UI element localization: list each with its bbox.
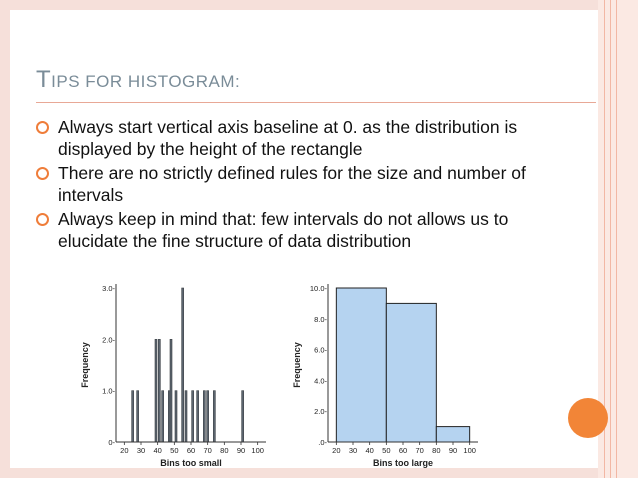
x-tick-label: 90 <box>236 446 246 455</box>
y-tick-label: 6.0- <box>314 345 327 355</box>
x-tick-label: 60 <box>398 446 408 455</box>
x-tick-label: 30 <box>136 446 146 455</box>
histogram-bar <box>137 391 139 442</box>
x-tick-label: 80 <box>220 446 229 455</box>
slide-border-left <box>0 0 10 478</box>
x-tick-label: 60 <box>186 446 196 455</box>
slide-title: TIPS FOR HISTOGRAM: <box>36 66 241 93</box>
y-tick-label: .0- <box>318 438 327 447</box>
histogram-bar <box>155 339 157 442</box>
bullet-ring-icon <box>36 121 49 134</box>
decor-line <box>610 0 611 478</box>
slide-border-top <box>0 0 638 10</box>
bullet-ring-icon <box>36 167 49 180</box>
y-tick-label: 1.0- <box>102 386 115 396</box>
x-tick-label: 50 <box>382 446 391 455</box>
y-tick-label: 3.0- <box>102 284 115 293</box>
histogram-bar <box>132 391 134 442</box>
x-tick-label: 40 <box>153 446 162 455</box>
accent-circle <box>568 398 608 438</box>
title-underline <box>36 102 596 103</box>
decor-line <box>616 0 617 478</box>
histogram-bar <box>207 391 209 442</box>
y-tick-label: 8.0- <box>314 314 327 324</box>
histogram-bar <box>336 288 386 442</box>
y-tick-label: 10.0- <box>309 284 327 293</box>
y-axis-label: Frequency <box>80 342 90 388</box>
x-tick-label: 50 <box>170 446 179 455</box>
bullet-item: Always start vertical axis baseline at 0. as the distribution is displayed by the height of the rectangle <box>36 116 556 160</box>
x-tick-label: 90 <box>448 446 458 455</box>
x-tick-label: 80 <box>432 446 441 455</box>
histogram-bar <box>213 391 215 442</box>
bullet-item: Always keep in mind that: few intervals do not allows us to elucidate the fine structure of data distribution <box>36 208 556 252</box>
x-tick-label: 100 <box>463 446 476 455</box>
x-tick-label: 40 <box>365 446 374 455</box>
x-tick-label: 70 <box>203 446 212 455</box>
histogram-bar <box>386 303 436 442</box>
x-tick-label: 100 <box>251 446 264 455</box>
y-axis-label: Frequency <box>292 342 302 388</box>
histogram-bar <box>158 339 160 442</box>
histogram-bar <box>170 339 172 442</box>
bullet-ring-icon <box>36 213 49 226</box>
bullet-item: There are no strictly defined rules for the size and number of intervals <box>36 162 556 206</box>
histogram-bar <box>162 391 164 442</box>
x-tick-label: 20 <box>332 446 341 455</box>
y-tick-label: 0- <box>108 438 115 447</box>
bullet-list <box>36 116 556 254</box>
histogram-bar <box>436 427 469 442</box>
y-tick-label: 2.0- <box>314 407 327 417</box>
x-tick-label: 20 <box>120 446 129 455</box>
y-tick-label: 2.0- <box>102 335 115 345</box>
x-tick-label: 70 <box>415 446 424 455</box>
x-axis-label: Bins too small <box>160 458 222 468</box>
histogram-bar <box>182 288 184 442</box>
x-tick-label: 30 <box>348 446 358 455</box>
histogram-bar <box>242 391 244 442</box>
x-axis-label: Bins too large <box>372 458 434 468</box>
histogram-bar <box>192 391 194 442</box>
histogram-bar <box>175 391 177 442</box>
histogram-bins-too-small <box>70 276 280 472</box>
histogram-bar <box>203 391 205 442</box>
histogram-bins-too-large <box>282 276 492 472</box>
histogram-bar <box>185 391 187 442</box>
histogram-bar <box>197 391 199 442</box>
y-tick-label: 4.0- <box>314 376 327 386</box>
